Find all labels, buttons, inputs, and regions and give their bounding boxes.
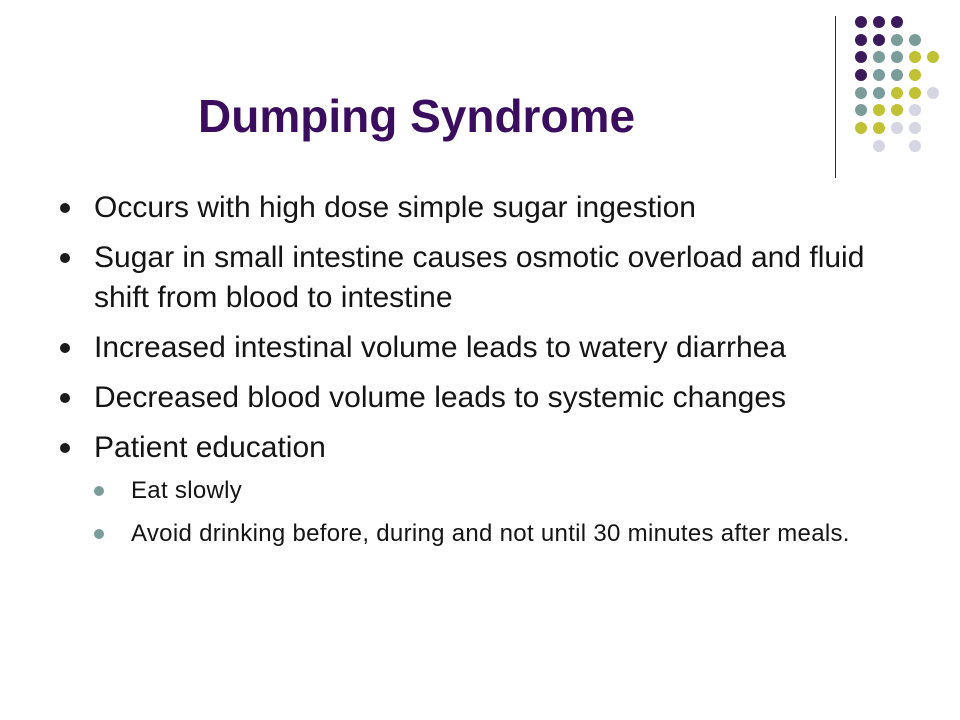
decor-dot	[855, 16, 867, 28]
decor-dot	[855, 122, 867, 134]
decor-dot	[891, 122, 903, 134]
bullet-item	[60, 428, 900, 553]
decor-dot	[873, 122, 885, 134]
decor-dot	[873, 104, 885, 116]
bullet-dot-icon	[60, 343, 70, 353]
sub-bullet-dot-icon	[94, 529, 104, 539]
sub-bullet-item	[94, 515, 900, 553]
decor-dot	[909, 140, 921, 152]
decor-dot	[855, 51, 867, 63]
decor-dot	[873, 34, 885, 46]
decor-dot	[927, 87, 939, 99]
bullet-text: Sugar in small intestine causes osmotic overload and fluid shift from blood to intestine	[94, 241, 865, 314]
decor-dot	[873, 140, 885, 152]
decor-dot	[909, 34, 921, 46]
bullet-item	[60, 188, 900, 228]
decor-dot	[909, 104, 921, 116]
decor-dot	[855, 34, 867, 46]
decor-dot	[855, 69, 867, 81]
decor-dot	[927, 51, 939, 63]
bullet-item	[60, 378, 900, 418]
bullet-text: Patient education	[94, 431, 326, 464]
decor-dot	[909, 87, 921, 99]
sub-bullet-text: Avoid drinking before, during and not until 30 minutes after meals.	[131, 520, 850, 547]
decor-dot	[891, 16, 903, 28]
bullet-dot-icon	[60, 253, 70, 263]
bullet-item	[60, 238, 900, 318]
sub-bullet-item	[94, 472, 900, 510]
decor-dot	[873, 87, 885, 99]
bullet-text: Occurs with high dose simple sugar ingestion	[94, 191, 696, 224]
decor-dot	[855, 104, 867, 116]
decor-dot	[873, 51, 885, 63]
sub-bullet-dot-icon	[94, 486, 104, 496]
vertical-divider	[835, 16, 836, 178]
slide-body	[60, 188, 900, 563]
decor-dot	[891, 87, 903, 99]
decor-dot	[855, 87, 867, 99]
decor-dot	[873, 16, 885, 28]
bullet-dot-icon	[60, 203, 70, 213]
decor-dot	[891, 34, 903, 46]
bullet-list	[60, 188, 900, 553]
decor-dot	[891, 104, 903, 116]
decor-dot	[909, 122, 921, 134]
decor-dot	[891, 51, 903, 63]
bullet-text: Increased intestinal volume leads to watery diarrhea	[94, 331, 787, 364]
bullet-dot-icon	[60, 443, 70, 453]
decor-dot	[873, 69, 885, 81]
sub-bullet-list	[94, 472, 900, 553]
slide-title: Dumping Syndrome	[198, 90, 636, 142]
bullet-text: Decreased blood volume leads to systemic changes	[94, 381, 787, 414]
decor-dot	[891, 69, 903, 81]
decor-dot	[909, 51, 921, 63]
bullet-dot-icon	[60, 393, 70, 403]
decor-dot	[909, 69, 921, 81]
sub-bullet-text: Eat slowly	[131, 477, 243, 504]
bullet-item	[60, 328, 900, 368]
